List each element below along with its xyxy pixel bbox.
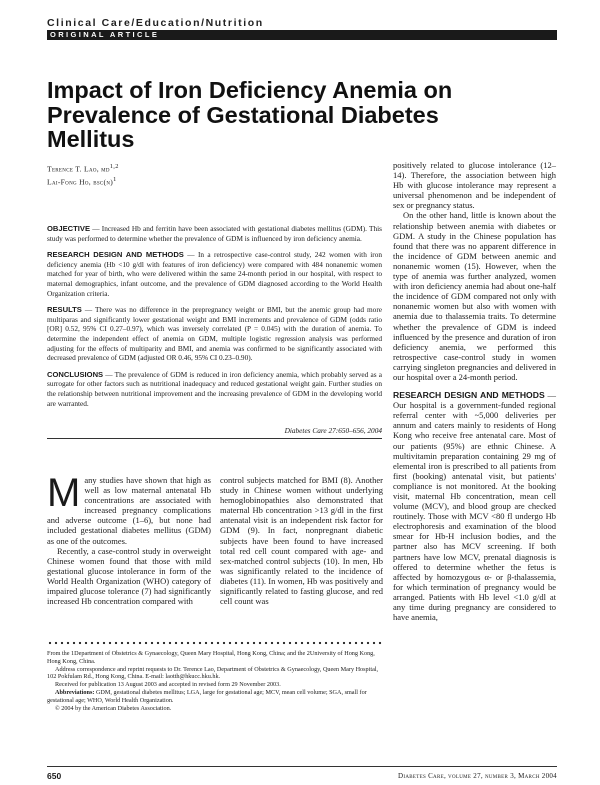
intro-paragraph-3: control subjects matched for BMI (8). Another study in Chinese women without underlying hemoglobinopathies also demonstrated that maternal Hb concentration >13 g/dl in the first antenatal visit is an independent risk factor for GDM (9). In fact, nonpregnant diabetic subjects have been found to have increased total red cell count compared with age- and sex-matched control subjects (10). In men, Hb was significantly related to the incidence of diabetes (11). In women, Hb was positively and significantly related to fasting glucose, and red cell count was [220, 475, 383, 607]
abstract-objective: OBJECTIVE — Increased Hb and ferritin have been associated with gestational diabetes mellitus (GDM). This study was performed to determine whether the prevalence of GDM is influenced by iron deficiency anemia. [47, 224, 382, 243]
methods-heading: RESEARCH DESIGN AND METHODS [393, 390, 545, 401]
footnote-affiliation: From the 1Department of Obstetrics & Gynaecology, Queen Mary Hospital, Hong Kong, China; and the 2University of Hong Kong, Hong Kong, China. [47, 650, 375, 665]
abstract-divider [47, 438, 382, 439]
abstract-methods: RESEARCH DESIGN AND METHODS — In a retrospective case-control study, 242 women with iron deficiency anemia (Hb <10 g/dl with features of iron deficiency) were compared with 484 nonanemic women matched for year of birth, who were delivered within the same 24-month period in our hospital, with respect to maternal demographics, infant outcome, and the prevalence of GDM diagnosed according to the World Health Organization criteria. [47, 250, 382, 298]
article-title: Impact of Iron Deficiency Anemia on Prevalence of Gestational Diabetes Mellitus [47, 77, 453, 152]
footnote-abbreviations: Abbreviations: GDM, gestational diabetes mellitus; LGA, large for gestational age; MCV, mean cell volume; SGA, small for gestational age; WHO, World Health Organization. [47, 688, 367, 704]
footnote-address: Address correspondence and reprint requests to Dr. Terence Lao, Department of Obstetrics & Gynaecology, Queen Mary Hospital, 102 Pokfulam Rd., Hong Kong, China. E-mail: laotth@hkucc.hku.hk. [47, 665, 379, 681]
body-column-2 [220, 475, 383, 606]
section-label: Clinical Care/Education/Nutrition [47, 17, 264, 29]
abstract-results: RESULTS — There was no difference in the prepregnancy weight or BMI, but the anemic group had more multiparas and significantly lower gestational weight and BMI increments and prevalence of GDM (odds ratio [OR] 0.52, 95% CI 0.27–0.97), which was inversely correlated (P = 0.045) with the duration of anemia. To determine the independent effect of anemia on GDM, multiple logistic regression analysis was performed adjusting for the effects of multiparity and BMI, and anemia was confirmed to be significantly associated with decreased prevalence of GDM (adjusted OR 0.46, 95% CI 0.23–0.90). [47, 305, 382, 363]
footer-rule [47, 766, 557, 767]
author-1: Terence T. Lao, md$^{1,2}$ [47, 163, 119, 174]
body-column-3 [393, 160, 556, 622]
author-list [47, 162, 119, 187]
abstract [47, 224, 382, 415]
intro-paragraph-5: On the other hand, little is known about the relationship between anemia with diabetes or GDM. A study in the Chinese population has found that there was no apparent difference in the incidence of GDM between anemic and nonanemic women (15). However, when the type of anemia was further analyzed, women with iron deficiency anemia had about one-half the incidence of GDM compared not only with nonanemic women but also with women with anemia due to thalassemia traits. To determine whether the prevalence of GDM is indeed influenced by the presence and duration of iron deficiency anemia, we performed this retrospective case-control study in women carrying singleton pregnancies and delivered in our hospital over a 24-month period. [393, 210, 556, 382]
author-2: Lai-Fong Ho, $bsc(n)^1$ [47, 175, 117, 187]
body-column-1 [47, 471, 211, 607]
footnote-received: Received for publication 13 August 2003 and accepted in revised form 29 November 2003. [55, 681, 281, 689]
journal-footer: Diabetes Care, volume 27, number 3, March 2004 [398, 772, 557, 780]
abstract-conclusions: CONCLUSIONS — The prevalence of GDM is reduced in iron deficiency anemia, which probably served as a surrogate for other factors such as nutritional inadequacy and reduced gestational weight gain. Further studies on the relationship between nutritional improvement and the increasing prevalence of GDM in the developing world are warranted. [47, 369, 382, 408]
intro-paragraph-2: Recently, a case-control study in overweight Chinese women found that those with mild gestational glucose intolerance in form of the World Health Organization (WHO) category of impaired glucose tolerance (7) had significantly increased Hb concentration compared with [47, 545, 211, 607]
footnote-copyright: © 2004 by the American Diabetes Association. [55, 704, 172, 712]
article-type-banner: ORIGINAL ARTICLE [47, 30, 557, 40]
methods-paragraph-1: RESEARCH DESIGN AND METHODS — Our hospital is a government-funded regional referral center with ~5,000 deliveries per annum and caters mainly to residents of Hong Kong who receive free antenatal care. Most of our patients (95%) are ethnic Chinese. A multivitamin preparation containing 29 mg of elemental iron is prescribed to all patients from first (booking) antenatal visit, but patients' compliance is not monitored. At the booking visit, maternal Hb concentration, mean cell volume (MCV), and blood group are checked routinely. Those with MCV <80 fl undergo Hb electrophoresis and examination of the blood smear for Hb-H inclusion bodies, and the partner also has MCV screening. If both partners have low MCV, prenatal diagnosis is offered to determine whether the fetus is affected by homozygous α- or β-thalassemia, for which termination of pregnancy would be arranged. Patients with Hb level <1.0 g/dl at any time during pregnancy are considered to have anemia, [393, 390, 557, 623]
intro-paragraph-4: positively related to glucose intolerance (12–14). Therefore, the association between high Hb with glucose intolerance may represent a universal phenomenon and be independent of sex or pregnancy status. [393, 160, 556, 211]
journal-citation: Diabetes Care 27:650–656, 2004 [284, 426, 382, 435]
footnote-separator [47, 641, 383, 645]
footnotes [47, 650, 383, 712]
page-number: 650 [47, 771, 62, 781]
intro-paragraph-1: Many studies have shown that high as well as low maternal antenatal Hb concentrations are associated with increased pregnancy complications and adverse outcome (1–6), but none had included gestational diabetes mellitus (GDM) as one of the outcomes. [47, 471, 211, 546]
drop-cap: M [47, 471, 81, 515]
